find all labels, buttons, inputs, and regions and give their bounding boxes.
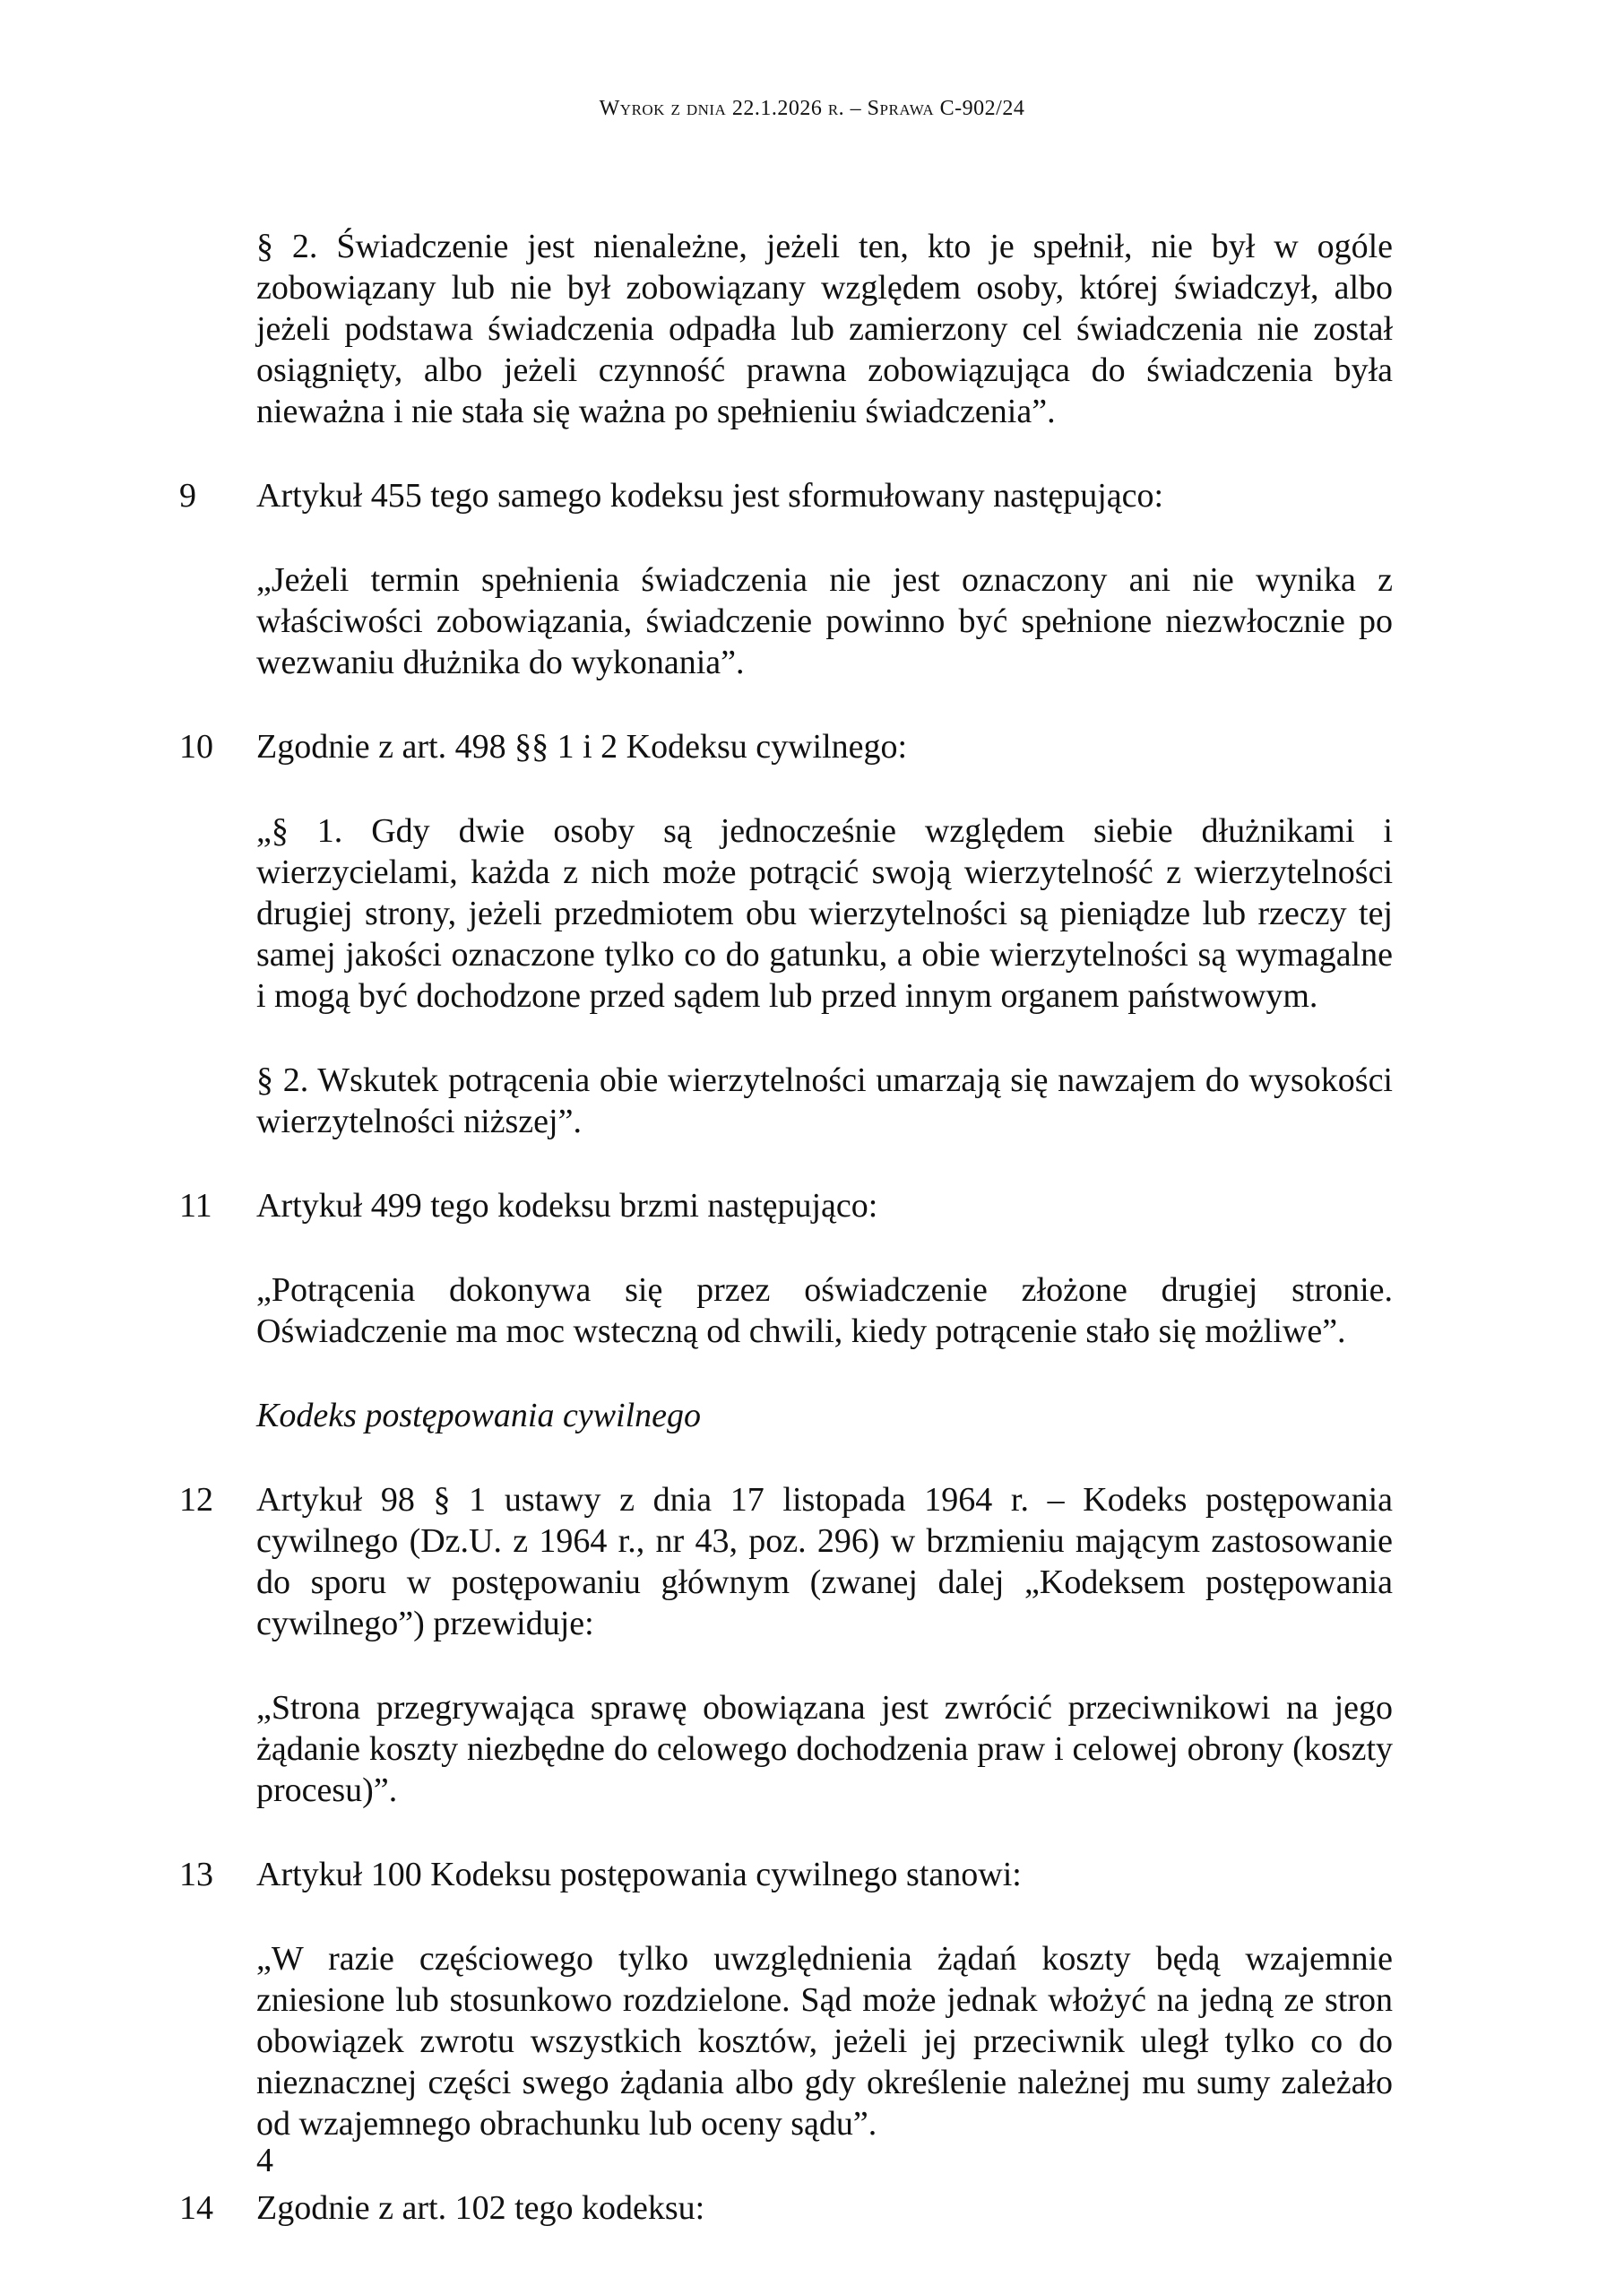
paragraph-text: Zgodnie z art. 102 tego kodeksu: <box>256 2189 705 2227</box>
paragraph-text: Zgodnie z art. 498 §§ 1 i 2 Kodeksu cywilnego: <box>256 728 908 766</box>
paragraph-12 <box>179 1479 1393 1644</box>
quote-art455: „Jeżeli termin spełnienia świadczenia nie jest oznaczony ani nie wynika z właściwości zobowiązania, świadczenie powinno być spełnione niezwłocznie po wezwaniu dłużnika do wykonania”. <box>256 561 1393 681</box>
quote-art498-par2: § 2. Wskutek potrącenia obie wierzytelności umarzają się nawzajem do wysokości wierzytelności niższej”. <box>256 1061 1393 1140</box>
paragraph-number: 11 <box>179 1187 212 1225</box>
quote-art499: „Potrącenia dokonywa się przez oświadczenie złożone drugiej stronie. Oświadczenie ma moc wsteczną od chwili, kiedy potrącenie stało się możliwe”. <box>256 1271 1393 1350</box>
document-body <box>179 226 1393 2272</box>
quote-art98: „Strona przegrywająca sprawę obowiązana jest zwrócić przeciwnikowi na jego żądanie koszty niezbędne do celowego dochodzenia praw i celowej obrony (koszty procesu)”. <box>256 1689 1393 1809</box>
paragraph-text: Artykuł 455 tego samego kodeksu jest sformułowany następująco: <box>256 477 1164 515</box>
paragraph-text: Artykuł 98 § 1 ustawy z dnia 17 listopada 1964 r. – Kodeks postępowania cywilnego (Dz.U. z 1964 r., nr 43, poz. 296) w brzmieniu mającym zastosowanie do sporu w postępowaniu głównym (zwanej dalej „Kodeksem postępowania cywilnego”) przewiduje: <box>256 1481 1393 1642</box>
section-heading: Kodeks postępowania cywilnego <box>256 1397 702 1434</box>
paragraph-9 <box>179 475 1393 516</box>
quote-art410-par2: § 2. Świadczenie jest nienależne, jeżeli ten, kto je spełnił, nie był w ogóle zobowiązany lub nie był zobowiązany względem osoby, której świadczył, albo jeżeli podstawa świadczenia odpadła lub zamierzony cel świadczenia nie został osiągnięty, albo jeżeli czynność prawna zobowiązująca do świadczenia była nieważna i nie stała się ważna po spełnieniu świadczenia”. <box>256 228 1393 430</box>
paragraph-13 <box>179 1854 1393 1895</box>
paragraph-number: 9 <box>179 477 196 515</box>
paragraph-14 <box>179 2187 1393 2229</box>
quote-art498-par1: „§ 1. Gdy dwie osoby są jednocześnie względem siebie dłużnikami i wierzycielami, każda z nich może potrącić swoją wierzytelność z wierzytelności drugiej strony, jeżeli przedmiotem obu wierzytelności są pieniądze lub rzeczy tej samej jakości oznaczone tylko co do gatunku, a obie wierzytelności są wymagalne i mogą być dochodzone przed sądem lub przed innym organem państwowym. <box>256 812 1393 1015</box>
paragraph-number: 13 <box>179 1856 213 1893</box>
paragraph-number: 12 <box>179 1481 213 1519</box>
paragraph-text: Artykuł 499 tego kodeksu brzmi następująco: <box>256 1187 878 1225</box>
paragraph-number: 14 <box>179 2189 213 2227</box>
quote-art100: „W razie częściowego tylko uwzględnienia żądań koszty będą wzajemnie zniesione lub stosunkowo rozdzielone. Sąd może jednak włożyć na jedną ze stron obowiązek zwrotu wszystkich kosztów, jeżeli jej przeciwnik uległ tylko co do nieznacznej części swego żądania albo gdy określenie należnej mu sumy zależało od wzajemnego obrachunku lub oceny sądu”. <box>256 1940 1393 2143</box>
paragraph-number: 10 <box>179 728 213 766</box>
page-number: 4 <box>256 2142 273 2179</box>
paragraph-text: Artykuł 100 Kodeksu postępowania cywilnego stanowi: <box>256 1856 1022 1893</box>
running-header: Wyrok z dnia 22.1.2026 r. – Sprawa C-902/24 <box>599 97 1025 120</box>
paragraph-11 <box>179 1185 1393 1226</box>
paragraph-10 <box>179 726 1393 767</box>
